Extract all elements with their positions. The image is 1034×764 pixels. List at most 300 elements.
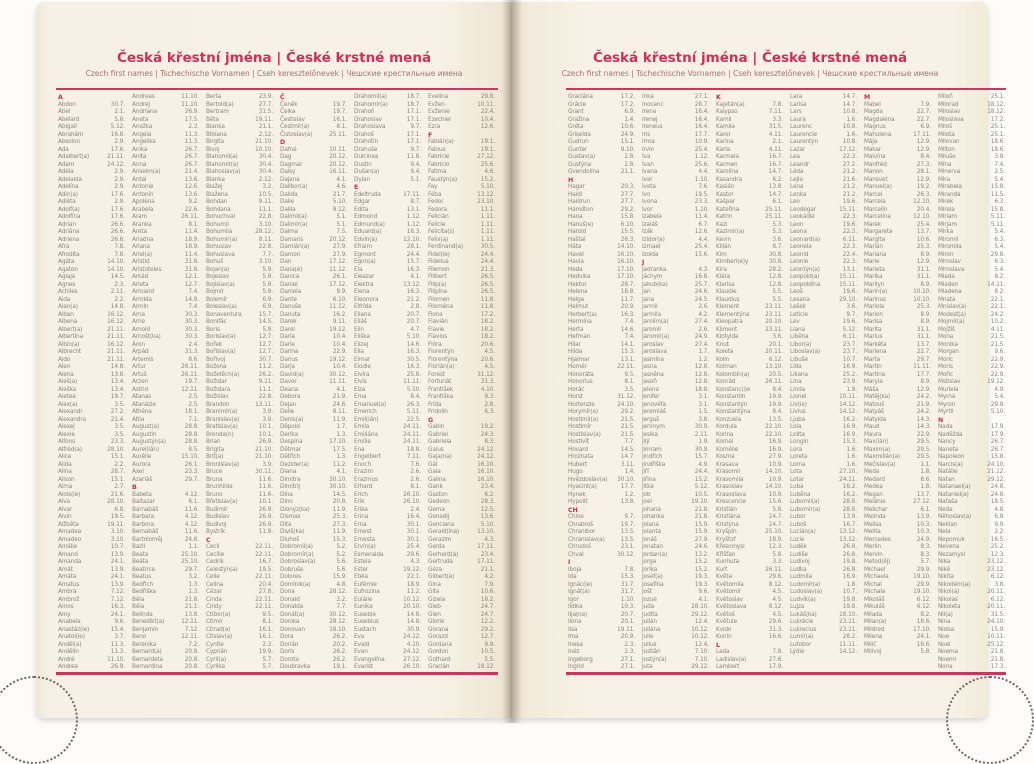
- name-day-date: 27.9.: [332, 244, 347, 250]
- name-entry: [790, 109, 857, 117]
- name-entry: [864, 477, 931, 485]
- name-label: Boris: [206, 326, 220, 333]
- name-label: Bedřiška: [132, 589, 156, 595]
- name-day-date: 2.6.: [698, 326, 709, 333]
- name-day-date: 29.2.: [620, 206, 635, 213]
- name-entry: [58, 552, 125, 560]
- name-label: Anabela: [58, 619, 81, 625]
- name-entry: [864, 447, 931, 455]
- name-label: Mína: [938, 161, 952, 168]
- name-day-date: 3.8.: [698, 416, 709, 423]
- name-day-date: 15.10.: [181, 454, 199, 460]
- name-entry: [938, 132, 1005, 140]
- name-day-date: 21.11.: [107, 326, 125, 333]
- name-label: Judita: [642, 611, 658, 618]
- name-label: Ingrid: [568, 664, 584, 670]
- name-entry: [132, 454, 199, 462]
- name-label: Ernest: [354, 529, 372, 535]
- name-entry: [864, 574, 931, 582]
- name-label: Leonid: [790, 251, 809, 258]
- name-label: Lars: [790, 109, 802, 115]
- name-day-date: 25.1.: [990, 131, 1005, 138]
- name-entry: [642, 222, 709, 230]
- name-day-date: 23.12.: [987, 559, 1005, 565]
- name-entry: [642, 447, 709, 455]
- name-label: Ivo: [642, 191, 651, 198]
- name-label: Myrtil: [938, 409, 954, 415]
- name-entry: [938, 162, 1005, 170]
- name-entry: [58, 409, 125, 417]
- name-label: Iboja: [568, 566, 582, 573]
- name-entry: [354, 454, 421, 462]
- name-label: Mstislav: [938, 379, 961, 385]
- name-label: Dalma: [280, 229, 299, 235]
- name-day-date: 7.8.: [772, 649, 783, 655]
- name-label: Áron: [132, 341, 145, 348]
- name-entry: [938, 214, 1005, 222]
- name-day-date: 13.12.: [839, 536, 857, 543]
- name-day-date: 14.7.: [768, 169, 783, 175]
- name-day-date: 27.3.: [332, 521, 347, 528]
- name-label: Géza: [428, 566, 443, 573]
- name-day-date: 11.8.: [480, 304, 495, 310]
- name-day-date: 19.5.: [694, 191, 709, 198]
- name-entry: [864, 349, 931, 357]
- name-entry: [428, 282, 495, 290]
- name-label: Alexie: [58, 431, 75, 438]
- name-label: Andělín: [58, 649, 79, 655]
- name-label: Johana: [642, 506, 661, 513]
- name-entry: [280, 289, 347, 297]
- name-day-date: 16.6.: [768, 634, 783, 640]
- name-label: Irma: [642, 139, 655, 145]
- name-label: Beno: [132, 634, 147, 640]
- name-label: Marcel: [864, 191, 883, 198]
- name-day-date: 13.6.: [184, 176, 199, 183]
- name-day-date: 23.10.: [477, 199, 495, 205]
- name-entry: [428, 462, 495, 470]
- name-entry: [790, 447, 857, 455]
- name-entry: [864, 514, 931, 522]
- name-day-date: 3.5.: [114, 401, 125, 408]
- name-day-date: 5.2.: [336, 551, 347, 558]
- name-entry: [132, 177, 199, 185]
- name-label: Kilián: [716, 244, 731, 250]
- name-entry: [790, 289, 857, 297]
- name-day-date: 14.10.: [107, 259, 125, 265]
- name-entry: [132, 664, 199, 672]
- name-entry: [716, 552, 783, 560]
- name-day-date: 22.7.: [916, 116, 931, 123]
- name-entry: [938, 169, 1005, 177]
- section-letter: A: [58, 94, 63, 101]
- name-day-date: 5.9.: [262, 326, 273, 333]
- name-label: Emanuel(a): [354, 401, 386, 408]
- name-entry: [354, 147, 421, 155]
- name-entry: [938, 484, 1005, 492]
- name-day-date: 12.8.: [768, 274, 783, 280]
- name-day-date: 8.9.: [920, 251, 931, 258]
- name-entry: [58, 304, 125, 312]
- name-label: Florentýn: [428, 349, 455, 355]
- name-label: Larisa: [790, 101, 807, 108]
- name-day-date: 30.11.: [255, 469, 273, 475]
- name-day-date: 10.4.: [332, 364, 347, 370]
- name-entry: [864, 207, 931, 215]
- name-day-date: 14.3.: [916, 424, 931, 430]
- name-entry: [938, 342, 1005, 350]
- page-title: Česká křestní jména | České krstné mená: [116, 50, 432, 66]
- name-entry: [568, 589, 635, 597]
- name-label: Flavián: [428, 319, 448, 325]
- name-day-date: 25.12.: [987, 641, 1005, 648]
- name-entry: [206, 214, 273, 222]
- name-entry: [206, 627, 273, 635]
- name-day-date: 17.1.: [406, 109, 421, 115]
- name-day-date: 19.8.: [842, 596, 857, 603]
- name-entry: [58, 244, 125, 252]
- name-day-date: 4.10.: [480, 386, 495, 393]
- name-label: Gerda: [428, 544, 445, 550]
- name-day-date: 28.6.: [842, 499, 857, 505]
- name-entry: [428, 252, 495, 260]
- name-entry: [280, 454, 347, 462]
- name-entry: [790, 349, 857, 357]
- name-day-date: 22.3.: [842, 244, 857, 250]
- name-entry: [428, 207, 495, 215]
- name-label: Lea: [790, 154, 800, 160]
- name-entry: [58, 364, 125, 372]
- name-day-date: 3.9.: [262, 409, 273, 415]
- name-entry: [132, 304, 199, 312]
- name-entry: [354, 312, 421, 320]
- name-label: Donovan: [280, 626, 305, 633]
- name-label: Miloslava: [938, 116, 964, 123]
- name-label: Bohdan: [206, 199, 228, 205]
- name-label: Darina: [280, 349, 299, 355]
- name-entry: [716, 447, 783, 455]
- name-day-date: 15.8.: [990, 454, 1005, 460]
- name-day-date: 15.5.: [620, 229, 635, 235]
- name-day-date: 21.5.: [620, 416, 635, 423]
- name-label: Květa: [716, 574, 732, 580]
- name-entry: [790, 364, 857, 372]
- name-label: Hypolit: [568, 499, 588, 505]
- name-label: Fabricio: [428, 161, 450, 168]
- name-label: Jaromír(a): [642, 334, 670, 340]
- name-label: Gracián: [428, 664, 450, 670]
- name-day-date: 3.9.: [262, 416, 273, 423]
- name-label: Dolores: [280, 574, 301, 580]
- name-entry: [864, 544, 931, 552]
- name-label: Marius: [864, 334, 883, 340]
- name-entry: [864, 327, 931, 335]
- name-entry: [206, 634, 273, 642]
- name-label: Doubravka: [280, 664, 311, 670]
- name-entry: [642, 627, 709, 635]
- name-day-date: 17.6.: [110, 214, 125, 220]
- name-day-date: 15.7.: [406, 259, 421, 265]
- name-label: Lejla: [790, 176, 803, 183]
- name-label: Lorna: [790, 461, 806, 468]
- name-day-date: 24.4.: [480, 251, 495, 258]
- name-entry: [716, 589, 783, 597]
- name-label: Noemi: [938, 656, 956, 663]
- name-day-date: 28.3.: [480, 499, 495, 505]
- name-label: Hovard: [568, 446, 588, 453]
- section-letter: E: [354, 184, 359, 191]
- names-column: [568, 94, 635, 672]
- name-label: Medea: [864, 484, 883, 490]
- name-entry: [938, 657, 1005, 665]
- name-label: Longin: [790, 439, 809, 445]
- name-entry: [716, 334, 783, 342]
- section-letter: J: [642, 259, 645, 266]
- name-entry: [280, 379, 347, 387]
- name-entry: [132, 184, 199, 192]
- name-day-date: 14.10.: [107, 266, 125, 273]
- name-entry: [568, 222, 635, 230]
- name-label: Kolin: [716, 356, 730, 363]
- name-entry: [206, 514, 273, 522]
- name-day-date: 23.11.: [839, 619, 857, 625]
- name-entry: [864, 492, 931, 500]
- name-label: Miranda: [938, 191, 961, 198]
- name-day-date: 12.10.: [913, 214, 931, 220]
- name-day-date: 21.5.: [990, 334, 1005, 340]
- name-day-date: 25.3.: [916, 304, 931, 310]
- name-day-date: 24.7.: [768, 521, 783, 528]
- name-label: Gala: [428, 469, 441, 475]
- name-label: Klotylda: [716, 334, 739, 340]
- names-column: [716, 94, 783, 672]
- name-entry: [716, 634, 783, 642]
- name-day-date: 12.10.: [403, 236, 421, 243]
- name-entry: [280, 267, 347, 275]
- name-label: Jakub(ka): [642, 281, 668, 288]
- name-label: Anna: [132, 161, 147, 168]
- name-label: Drahoslava: [354, 124, 386, 130]
- name-day-date: 10.4.: [332, 341, 347, 348]
- name-entry: [428, 567, 495, 575]
- name-label: Niké: [938, 566, 951, 573]
- name-label: Amát: [58, 566, 73, 573]
- name-label: Julie: [642, 634, 654, 640]
- name-label: Mirka: [938, 229, 954, 235]
- name-label: Naděžda: [938, 431, 963, 438]
- name-entry: [58, 612, 125, 620]
- name-day-date: 24.6.: [694, 289, 709, 295]
- name-entry: [206, 357, 273, 365]
- name-entry: [790, 147, 857, 155]
- name-label: Neda: [938, 506, 953, 513]
- name-label: Helmut: [568, 304, 589, 310]
- name-label: Andriana: [132, 109, 157, 115]
- name-day-date: 18.5.: [990, 499, 1005, 505]
- name-day-date: 17.11.: [403, 191, 421, 198]
- name-label: Dana(é): [280, 266, 303, 273]
- name-day-date: 7.4.: [624, 334, 635, 340]
- name-entry: [206, 507, 273, 515]
- name-entry: [938, 544, 1005, 552]
- name-label: Gordana: [428, 641, 452, 648]
- name-entry: [642, 94, 709, 102]
- name-label: Haidrun: [568, 199, 590, 205]
- name-day-date: 6.7.: [698, 221, 709, 228]
- name-entry: [790, 432, 857, 440]
- name-day-date: 29.12.: [987, 476, 1005, 483]
- name-label: Mervin: [864, 551, 883, 558]
- name-day-date: 7.1.: [188, 416, 199, 423]
- name-entry: [428, 409, 495, 417]
- name-day-date: 19.2.: [916, 184, 931, 190]
- name-entry: [280, 274, 347, 282]
- name-day-date: 6.10.: [620, 221, 635, 228]
- name-entry: [642, 312, 709, 320]
- name-day-date: 7.6.: [698, 184, 709, 190]
- name-day-date: 6.3.: [994, 236, 1005, 243]
- name-label: Ezra: [428, 124, 441, 130]
- name-entry: [938, 469, 1005, 477]
- name-entry: [938, 252, 1005, 260]
- name-label: Gilbert(a): [428, 574, 455, 580]
- name-label: Cindy: [206, 604, 222, 610]
- name-label: Darius: [280, 356, 298, 363]
- name-day-date: 17.7.: [916, 371, 931, 378]
- name-label: Marcelína: [864, 214, 891, 220]
- name-label: Kazi: [716, 221, 728, 228]
- name-entry: [568, 394, 635, 402]
- name-entry: [864, 372, 931, 380]
- name-label: Fay: [428, 184, 438, 190]
- name-label: Jeremiáš: [642, 409, 666, 415]
- name-label: Marek: [864, 221, 881, 228]
- name-day-date: 17.12.: [329, 259, 347, 265]
- name-label: Aristoteles: [132, 266, 162, 273]
- name-entry: [206, 529, 273, 537]
- name-entry: [938, 192, 1005, 200]
- name-label: Nezamysl: [938, 551, 966, 558]
- name-label: Anselm(a): [132, 169, 161, 175]
- name-entry: [864, 102, 931, 110]
- name-label: Gál: [428, 461, 438, 468]
- name-entry: [716, 372, 783, 380]
- name-entry: [568, 657, 635, 665]
- name-label: Haidi: [568, 191, 583, 198]
- name-day-date: 16.7.: [258, 559, 273, 565]
- name-day-date: 11.6.: [184, 529, 199, 535]
- name-label: Milan(a): [864, 619, 887, 625]
- name-label: Inocenc: [642, 101, 664, 108]
- name-entry: [428, 109, 495, 117]
- name-entry: [58, 627, 125, 635]
- name-entry: [716, 319, 783, 327]
- name-entry: [354, 169, 421, 177]
- name-label: Libor(a): [790, 341, 812, 348]
- name-label: Flavius: [428, 334, 448, 340]
- name-label: Evženie: [428, 109, 450, 115]
- name-label: Moric: [938, 356, 953, 363]
- name-entry: [428, 537, 495, 545]
- name-entry: [864, 589, 931, 597]
- name-entry: [568, 529, 635, 537]
- name-label: Božidar: [206, 379, 227, 385]
- name-day-date: 27.4.: [694, 319, 709, 325]
- name-entry: [428, 664, 495, 672]
- name-entry: [642, 567, 709, 575]
- name-label: Chval: [568, 551, 584, 558]
- name-entry: [428, 619, 495, 627]
- name-entry: [716, 529, 783, 537]
- name-entry: [206, 664, 273, 672]
- name-day-date: 27.12.: [403, 656, 421, 663]
- name-day-date: 11.4.: [184, 251, 199, 258]
- name-entry: [354, 462, 421, 470]
- name-label: Margareta: [864, 229, 893, 235]
- name-day-date: 13.9.: [110, 566, 125, 573]
- name-day-date: 18.2.: [480, 596, 495, 603]
- name-label: Baltazar: [132, 499, 155, 505]
- name-label: Drahomír(a): [354, 101, 388, 108]
- name-entry: [354, 642, 421, 650]
- name-day-date: 25.4.: [694, 244, 709, 250]
- name-entry: [206, 184, 273, 192]
- name-entry: [58, 274, 125, 282]
- name-day-date: 29.8.: [990, 251, 1005, 258]
- name-day-date: 10.3.: [916, 521, 931, 528]
- name-entry: [716, 312, 783, 320]
- name-entry: [354, 634, 421, 642]
- name-day-date: 13.9.: [110, 581, 125, 588]
- name-label: Ildika: [568, 604, 583, 610]
- name-label: Bratislav(a): [206, 424, 238, 430]
- name-day-date: 1.9.: [698, 439, 709, 445]
- name-day-date: 23.12.: [987, 566, 1005, 573]
- name-entry: [280, 319, 347, 327]
- name-label: Kasián: [716, 184, 735, 190]
- name-day-date: 4.3.: [410, 559, 421, 565]
- name-label: Darek: [280, 319, 297, 325]
- name-label: Dajana: [280, 176, 300, 183]
- name-label: Noel: [938, 641, 951, 648]
- name-label: Brian: [206, 439, 221, 445]
- name-day-date: 29.5.: [916, 439, 931, 445]
- name-entry: [642, 282, 709, 290]
- name-label: Dorota: [280, 656, 299, 663]
- name-day-date: 6.8.: [994, 514, 1005, 520]
- name-label: Marita: [864, 326, 882, 333]
- name-day-date: 23.11.: [765, 311, 783, 318]
- name-day-date: 3.10.: [258, 259, 273, 265]
- name-day-date: 15.11.: [839, 206, 857, 213]
- name-entry: [428, 244, 495, 252]
- name-entry: [938, 582, 1005, 590]
- name-day-date: 8.9.: [920, 311, 931, 318]
- name-day-date: 29.7.: [916, 356, 931, 363]
- name-day-date: 30.3.: [184, 311, 199, 318]
- name-day-date: 25.6.: [694, 161, 709, 168]
- name-label: Kleopatra: [716, 319, 743, 325]
- name-day-date: 26.9.: [258, 439, 273, 445]
- name-label: Dalimír(a): [280, 221, 308, 228]
- name-label: Manfréd: [864, 161, 887, 168]
- name-label: Květule: [716, 619, 737, 625]
- name-entry: [280, 304, 347, 312]
- name-day-date: 11.9.: [332, 529, 347, 535]
- name-entry: [206, 417, 273, 425]
- name-entry: [790, 192, 857, 200]
- name-day-date: 26.1.: [332, 274, 347, 280]
